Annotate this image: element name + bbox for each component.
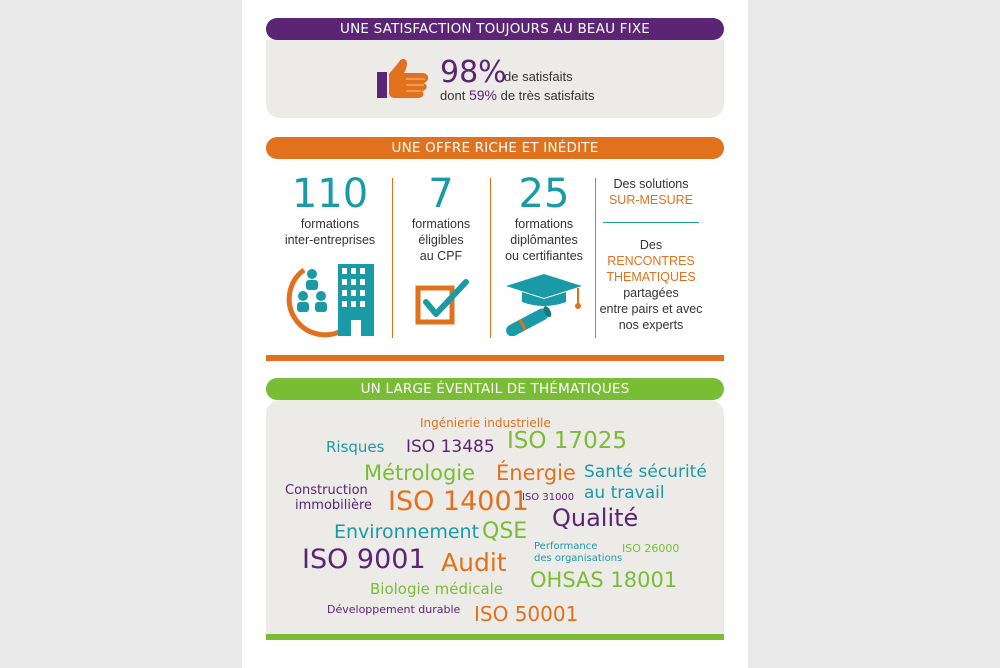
very-satisfied-percent: 59% [468, 87, 497, 103]
stat-line: au CPF [419, 249, 463, 263]
rencontres-line: nos experts [618, 318, 684, 332]
rencontres-highlight: THEMATIQUES [606, 270, 696, 284]
solutions-highlight: SUR-MESURE [608, 193, 694, 207]
rencontres-line: entre pairs et avec [599, 302, 703, 316]
theme-word: Audit [441, 548, 507, 577]
theme-word: QSE [482, 519, 528, 544]
theme-word: ISO 14001 [388, 486, 529, 517]
rencontres-line: partagées [623, 286, 679, 300]
solutions-line: Des solutions [613, 177, 689, 191]
stat-inter-entreprises [272, 172, 388, 248]
themes-title: UN LARGE ÉVENTAIL DE THÉMATIQUES [360, 381, 630, 397]
themes-bottom-rule [266, 634, 724, 640]
satisfaction-banner [266, 18, 724, 40]
thumbs-up-icon [375, 56, 431, 100]
infographic-page [242, 0, 748, 668]
stat-number: 7 [428, 171, 454, 217]
stat-line: éligibles [418, 233, 464, 247]
themes-panel [266, 400, 724, 634]
very-satisfied-label: de très satisfaits [500, 88, 595, 103]
column-divider [392, 178, 393, 338]
custom-solutions-column [598, 176, 704, 333]
stat-line: formations [514, 217, 574, 231]
theme-word: ISO 13485 [406, 437, 495, 457]
stat-line: diplômantes [510, 233, 578, 247]
checkbox-icon [414, 278, 470, 328]
satisfaction-percent-label: de satisfaits [504, 69, 573, 84]
very-satisfied-line [440, 87, 595, 103]
solutions-divider [603, 222, 699, 223]
theme-word: ISO 31000 [522, 492, 575, 503]
theme-word: Environnement [334, 521, 480, 543]
theme-word: Qualité [552, 504, 639, 532]
theme-word: Risques [326, 438, 385, 456]
stat-line: ou certifiantes [505, 249, 583, 263]
satisfaction-title: UNE SATISFACTION TOUJOURS AU BEAU FIXE [339, 21, 650, 37]
stat-cpf [396, 172, 486, 264]
team-building-icon [276, 262, 380, 338]
satisfaction-percent: 98% [440, 55, 507, 90]
theme-word: Biologie médicale [370, 580, 504, 598]
theme-word: Ingénierie industrielle [420, 416, 551, 430]
theme-word: Développement durable [327, 603, 461, 616]
theme-word: des organisations [534, 553, 623, 564]
theme-word: OHSAS 18001 [530, 568, 678, 592]
theme-word: au travail [584, 483, 665, 503]
theme-word: ISO 17025 [507, 428, 627, 454]
column-divider [595, 178, 596, 338]
theme-word: Santé sécurité [584, 462, 707, 482]
stat-line: formations [300, 217, 360, 231]
stat-diplomantes [492, 172, 596, 264]
offer-bottom-rule [266, 355, 724, 361]
theme-word: Construction [285, 483, 368, 498]
themes-banner [266, 378, 724, 400]
theme-word: Métrologie [364, 461, 476, 485]
theme-word: ISO 26000 [622, 542, 680, 555]
very-satisfied-prefix: dont [440, 88, 466, 103]
theme-word: ISO 9001 [302, 544, 426, 575]
theme-word: ISO 50001 [474, 602, 579, 626]
stat-number: 110 [291, 171, 369, 217]
theme-word: Énergie [496, 461, 576, 485]
rencontres-line: Des [639, 238, 663, 252]
column-divider [490, 178, 491, 338]
stat-line: inter-entreprises [284, 233, 376, 247]
theme-word: Performance [534, 541, 598, 552]
offer-title: UNE OFFRE RICHE ET INÉDITE [391, 140, 599, 156]
stat-number: 25 [518, 171, 570, 217]
rencontres-highlight: RENCONTRES [607, 254, 695, 268]
theme-word: immobilière [295, 498, 373, 513]
graduation-cap-icon [500, 272, 590, 336]
stat-line: formations [411, 217, 471, 231]
offer-banner [266, 137, 724, 159]
